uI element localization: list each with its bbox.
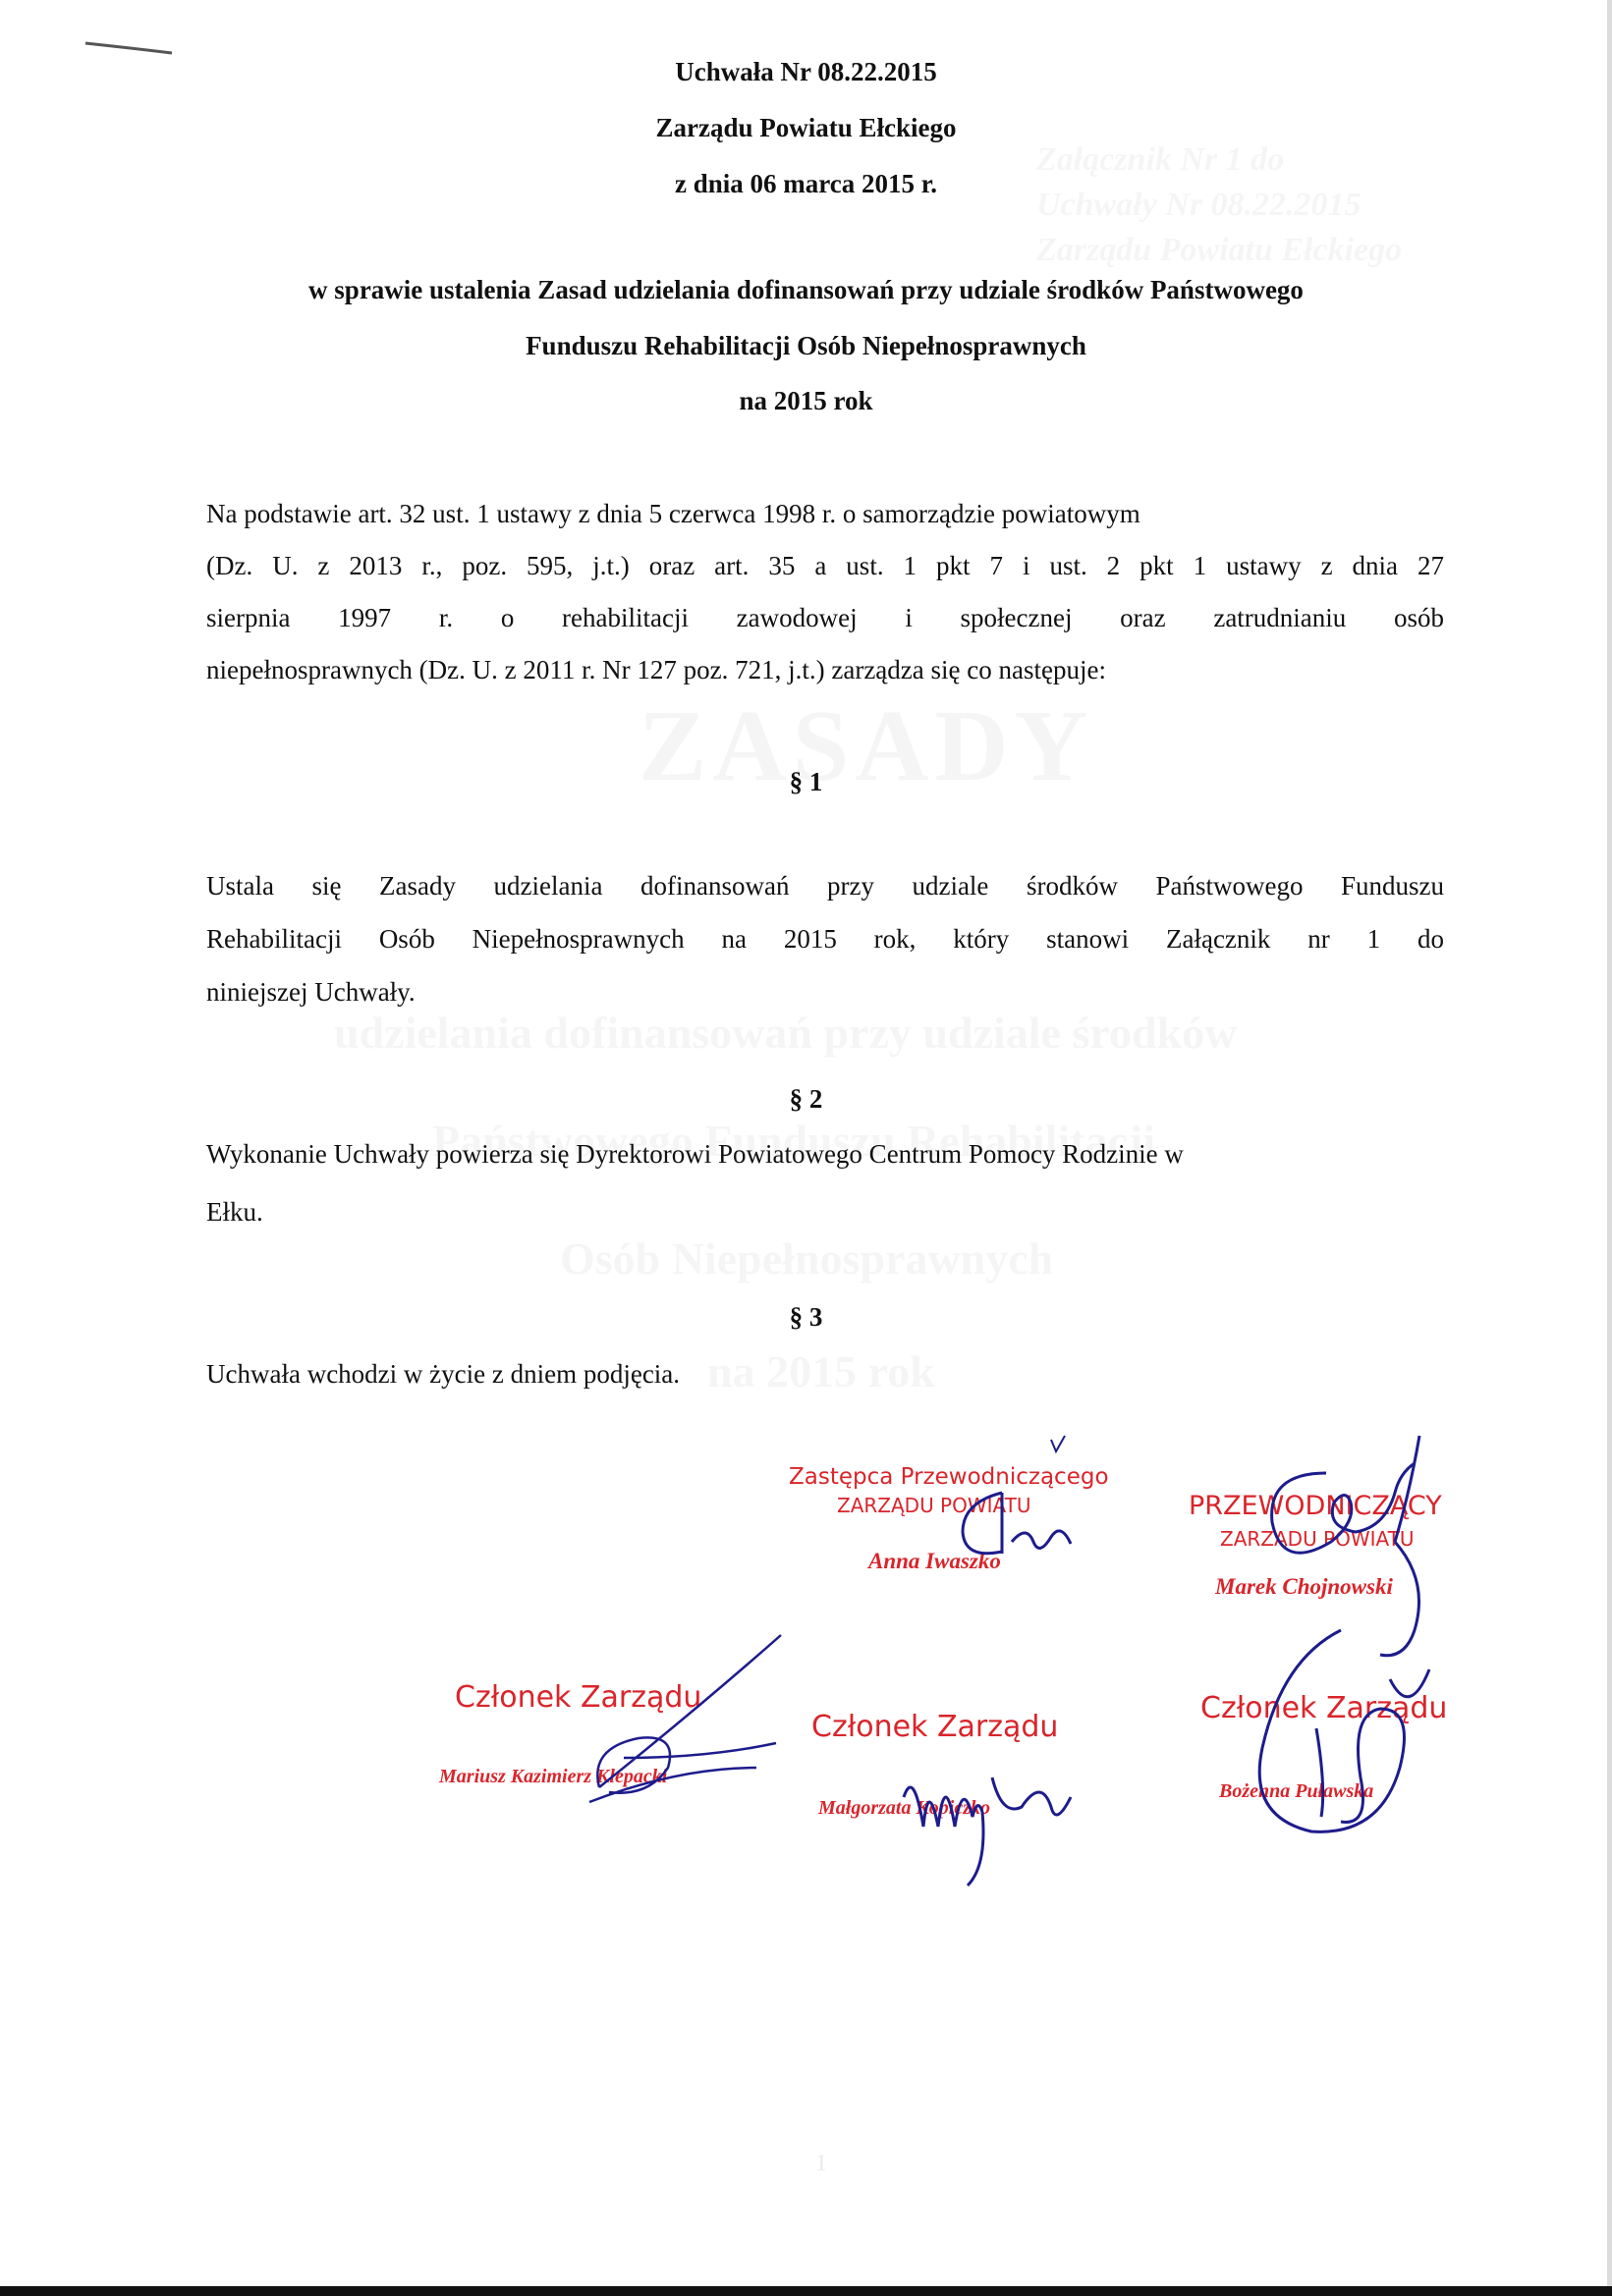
section-1-line-2: Rehabilitacji Osób Niepełnosprawnych na 2015 rok, który stanowi Załącznik nr 1 do: [206, 924, 1444, 954]
section-1-heading: § 1: [789, 767, 823, 796]
signature-member-3: [1243, 1620, 1439, 1846]
stamp-chairman-title: PRZEWODNICZĄCY: [1189, 1491, 1442, 1521]
stamp-member-1-name: Mariusz Kazimierz Klepacki: [439, 1766, 668, 1787]
stamp-member-3-title: Członek Zarządu: [1200, 1691, 1448, 1725]
preamble-line-3: sierpnia 1997 r. o rehabilitacji zawodowej i społecznej oraz zatrudnianiu osób: [206, 603, 1444, 632]
stamp-deputy-name: Anna Iwaszko: [868, 1549, 1001, 1573]
stamp-chairman-board: ZARZĄDU POWIATU: [1220, 1527, 1415, 1551]
subject-line-2: Funduszu Rehabilitacji Osób Niepełnosprawnych: [526, 331, 1086, 360]
preamble-line-2: (Dz. U. z 2013 r., poz. 595, j.t.) oraz art. 35 a ust. 1 pkt 7 i ust. 2 pkt 1 ustawy z dnia 27: [206, 551, 1444, 580]
scan-pen-mark: [83, 37, 174, 57]
stamp-member-2-title: Członek Zarządu: [811, 1710, 1059, 1744]
preamble-line-4: niepełnosprawnych (Dz. U. z 2011 r. Nr 127 poz. 721, j.t.) zarządza się co następuje:: [206, 655, 1106, 684]
stamp-member-1-title: Członek Zarządu: [455, 1680, 702, 1715]
resolution-date: z dnia 06 marca 2015 r.: [675, 169, 937, 198]
scan-bottom-edge: [0, 2286, 1612, 2296]
stamp-member-3-name: Bożenna Puławska: [1219, 1780, 1374, 1802]
section-2-heading: § 2: [789, 1084, 823, 1114]
bleed-attachment-line-3: [1036, 228, 1402, 273]
section-3-line-1: Uchwała wchodzi w życie z dniem podjęcia.: [206, 1359, 681, 1389]
preamble-line-1: Na podstawie art. 32 ust. 1 ustawy z dnia 5 czerwca 1998 r. o samorządzie powiatowym: [206, 499, 1140, 528]
bleed-through-page-number: 1: [815, 2151, 827, 2176]
section-3-heading: § 3: [789, 1302, 823, 1332]
stamp-chairman-name: Marek Chojnowski: [1215, 1574, 1393, 1599]
subject-line-3: na 2015 rok: [739, 386, 873, 415]
bleed-through-line-3: [560, 1232, 1053, 1285]
section-2-line-2: Ełku.: [206, 1197, 263, 1227]
signature-chairman: [1248, 1434, 1503, 1689]
section-2-line-1: Wykonanie Uchwały powierza się Dyrektorowi Powiatowego Centrum Pomocy Rodzinie w: [206, 1139, 1184, 1169]
section-1-line-1: Ustala się Zasady udzielania dofinansowań przy udziale środków Państwowego Funduszu: [206, 871, 1444, 901]
scan-right-edge: [1607, 0, 1612, 2296]
bleed-through-attachment-note: [1036, 137, 1402, 273]
section-1-line-3: niniejszej Uchwały.: [206, 977, 416, 1007]
stamp-deputy-title: Zastępca Przewodniczącego: [789, 1464, 1109, 1490]
resolution-number: Uchwała Nr 08.22.2015: [675, 57, 937, 86]
signature-member-1: [530, 1630, 796, 1817]
subject-line-1: w sprawie ustalenia Zasad udzielania dofinansowań przy udziale środków Państwowego: [308, 275, 1304, 304]
stamp-deputy-board: ZARZĄDU POWIATU: [837, 1494, 1031, 1517]
issuing-body: Zarządu Powiatu Ełckiego: [655, 113, 957, 142]
stamp-member-2-name: Małgorzata Kopiczko: [818, 1797, 991, 1819]
